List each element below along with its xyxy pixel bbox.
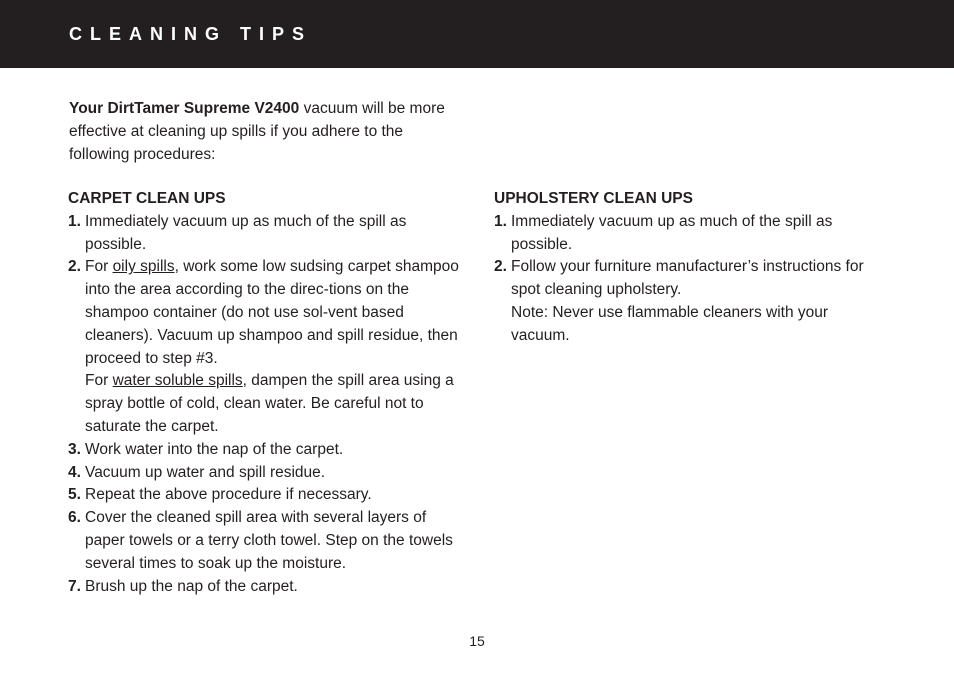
upholstery-step-2: [494, 256, 889, 347]
step-text: Work water into the nap of the carpet.: [85, 440, 344, 458]
page-number: 15: [469, 633, 485, 649]
step-text: Brush up the nap of the carpet.: [85, 577, 298, 595]
page-header-bar: [0, 0, 954, 68]
carpet-step-5: [68, 484, 463, 507]
step-number: 1.: [494, 212, 507, 230]
carpet-step-2: [68, 256, 463, 438]
carpet-heading: CARPET CLEAN UPS: [68, 190, 226, 207]
step-text-prefix: For: [85, 258, 113, 276]
step-text: Vacuum up water and spill residue.: [85, 463, 326, 481]
carpet-step-3: [68, 439, 463, 462]
step-text: Repeat the above procedure if necessary.: [85, 486, 372, 504]
upholstery-step-1: [494, 211, 889, 257]
oily-spills-paragraph: [85, 256, 463, 370]
step-number: 2.: [494, 258, 507, 276]
step-number: 6.: [68, 509, 81, 527]
carpet-step-6: [68, 507, 463, 575]
step-text-prefix: For: [85, 372, 113, 390]
step-text: Immediately vacuum up as much of the spill as possible.: [511, 212, 833, 253]
step-text: , work some low sudsing carpet shampoo into the area according to the direc-tions on the shampoo container (do not use sol-vent based cleaners). Vacuum up shampoo and spill residue, then proceed to step #3.: [85, 258, 459, 367]
water-soluble-spills-paragraph: [85, 370, 463, 438]
carpet-step-7: [68, 576, 463, 599]
step-number: 2.: [68, 258, 81, 276]
carpet-section: [68, 188, 463, 598]
water-soluble-spills-link: water soluble spills: [112, 372, 243, 390]
oily-spills-link: oily spills: [112, 258, 175, 276]
step-number: 3.: [68, 440, 81, 458]
intro-paragraph: [69, 98, 464, 166]
step-text: Cover the cleaned spill area with several layers of paper towels or a terry cloth towel. Step on the towels several times to soak up the moisture.: [85, 509, 453, 572]
step-number: 4.: [68, 463, 81, 481]
step-text: , dampen the spill area using a spray bottle of cold, clean water. Be careful not to saturate the carpet.: [85, 372, 454, 435]
step-text: Immediately vacuum up as much of the spill as possible.: [85, 212, 407, 253]
step-number: 1.: [68, 212, 81, 230]
intro-text: vacuum will be more effective at cleaning up spills if you adhere to the following procedures:: [69, 100, 445, 163]
step-number: 7.: [68, 577, 81, 595]
carpet-steps-list: [68, 211, 463, 599]
upholstery-heading: UPHOLSTERY CLEAN UPS: [494, 190, 693, 207]
upholstery-steps-list: [494, 211, 889, 348]
page-title: CLEANING TIPS: [69, 24, 313, 44]
upholstery-section: [494, 188, 889, 348]
carpet-step-1: [68, 211, 463, 257]
step-number: 5.: [68, 486, 81, 504]
product-name: Your DirtTamer Supreme V2400: [69, 100, 300, 117]
safety-note: Note: Never use flammable cleaners with your vacuum.: [511, 303, 829, 344]
carpet-step-4: [68, 462, 463, 485]
step-text: Follow your furniture manufacturer’s instructions for spot cleaning upholstery.: [511, 258, 864, 299]
